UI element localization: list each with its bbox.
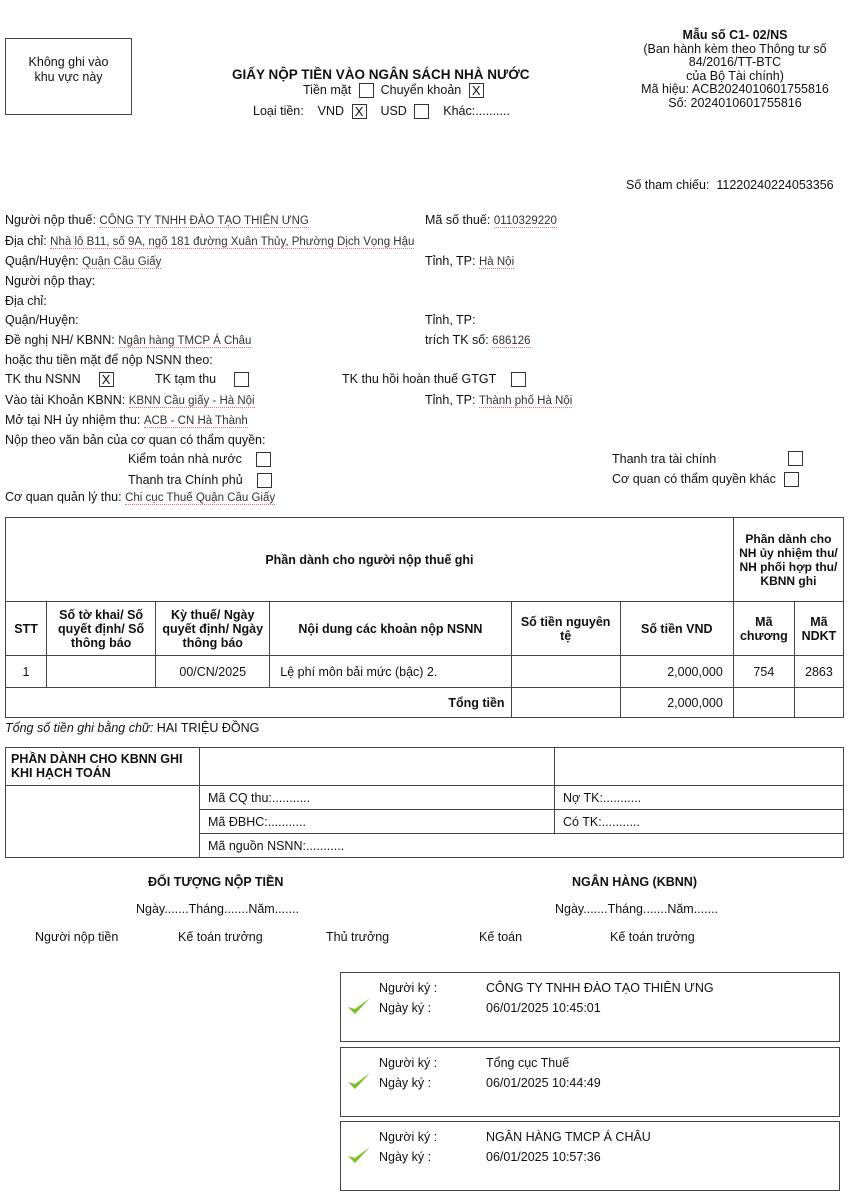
row-tax-period: 00/CN/2025 (156, 656, 270, 688)
amount-in-words: Tổng số tiền ghi bằng chữ: HAI TRIỆU ĐỒNG (5, 721, 260, 735)
vnd-label: VND (317, 104, 345, 118)
check-icon (347, 1144, 371, 1166)
row-ndkt-code: 2863 (794, 656, 843, 688)
signer-name: NGÂN HÀNG TMCP Á CHÂU (486, 1130, 651, 1144)
section-payer-header: Phần dành cho người nộp thuế ghi (6, 518, 734, 602)
section-bank-header: Phần dành cho NH ủy nhiệm thu/ NH phối hợp thu/ KBNN ghi (733, 518, 843, 602)
form-serial-value: 2024010601755816 (690, 95, 802, 110)
signer-label: Người ký : (379, 981, 438, 995)
tk-tam-thu-checkbox[interactable] (234, 372, 249, 387)
column-header-row (6, 602, 844, 656)
ma-cq-thu: Mã CQ thu:........... (200, 786, 555, 810)
reserved-area-box (5, 38, 132, 115)
col-tax-period: Kỳ thuế/ Ngày quyết định/ Ngày thông báo (156, 602, 270, 656)
authority-label: Nộp theo văn bản của cơ quan có thẩm quyền: (5, 433, 266, 447)
digital-signature-box[interactable] (340, 1121, 840, 1191)
kbnn-province-row: Tỉnh, TP: Thành phố Hà Nội (425, 393, 573, 407)
other-currency-label: Khác:.......... (443, 104, 510, 118)
row-foreign-amount (511, 656, 620, 688)
col-content: Nội dung các khoản nộp NSNN (270, 602, 511, 656)
row-content: Lệ phí môn bải mức (bậc) 2. (270, 656, 511, 688)
reserved-area-text: Không ghi vào khu vực này (28, 55, 109, 84)
cash-checkbox[interactable] (359, 83, 374, 98)
form-number: Mẫu số C1- 02/NS (682, 28, 788, 42)
account-row: trích TK số: 686126 (425, 333, 531, 347)
tk-tam-thu: TK tạm thu (155, 372, 249, 387)
inspect-gov-row: Thanh tra Chính phủ (128, 473, 272, 488)
check-icon (347, 1070, 371, 1092)
other-auth-checkbox[interactable] (784, 472, 799, 487)
role-head: Thủ trưởng (326, 930, 390, 944)
sign-date: 06/01/2025 10:57:36 (486, 1150, 601, 1164)
document-title: GIẤY NỘP TIỀN VÀO NGÂN SÁCH NHÀ NƯỚC (232, 67, 530, 82)
ma-nguon-nsnn: Mã nguồn NSNN:........... (200, 834, 844, 858)
signer-name: Tổng cục Thuế (486, 1056, 570, 1070)
payer-district-value: Quận Cầu Giấy (82, 256, 162, 268)
col-foreign-amount: Số tiền nguyên tệ (511, 602, 620, 656)
usd-label: USD (380, 104, 407, 118)
role-bank-chief-accountant: Kế toán trưởng (610, 930, 695, 944)
transfer-checkbox[interactable]: X (469, 83, 484, 98)
tk-thu-hoi: TK thu hồi hoàn thuế GTGT (342, 372, 526, 387)
role-chief-accountant: Kế toán trưởng (178, 930, 263, 944)
open-at-row: Mở tại NH ủy nhiệm thu: ACB - CN Hà Thành (5, 413, 248, 427)
payment-items-table (5, 517, 844, 718)
payer-province-row: Tỉnh, TP: Hà Nội (425, 254, 515, 268)
transfer-label: Chuyển khoản (380, 83, 462, 97)
payer-name-row: Người nộp thuế: CÔNG TY TNHH ĐÀO TẠO THIÊN ƯNG (5, 213, 309, 227)
signer-label: Người ký : (379, 1056, 438, 1070)
kbnn-account-row: Vào tài Khoản KBNN: KBNN Cầu giấy - Hà Nội (5, 393, 255, 407)
tax-code-value: 0110329220 (493, 215, 557, 227)
sign-date-label: Ngày ký : (379, 1076, 432, 1090)
payer-name-value: CÔNG TY TNHH ĐÀO TẠO THIÊN ƯNG (99, 215, 309, 227)
reference-number: Số tham chiếu: 11220240224053356 (626, 178, 834, 192)
open-at-value: ACB - CN Hà Thành (143, 415, 248, 427)
role-accountant: Kế toán (479, 930, 523, 944)
check-icon (347, 995, 371, 1017)
payment-method-row (303, 83, 484, 98)
total-row (6, 688, 844, 718)
form-serial: Số: 2024010601755816 (668, 95, 802, 110)
kbnn-section-title: PHẦN DÀNH CHO KBNN GHI KHI HẠCH TOÁN (6, 748, 200, 786)
form-info-block (630, 29, 840, 110)
col-chapter-code: Mã chương (733, 602, 794, 656)
ma-dbhc: Mã ĐBHC:........... (200, 810, 555, 834)
form-code-value: ACB2024010601755816 (691, 82, 829, 96)
bank-request-value: Ngân hàng TMCP Á Châu (118, 335, 252, 347)
row-vnd-amount: 2,000,000 (620, 656, 733, 688)
inspect-fin-checkbox[interactable] (788, 451, 803, 466)
proxy-name-label: Người nộp thay: (5, 274, 96, 288)
total-vnd: 2,000,000 (620, 688, 733, 718)
reference-value: 11220240224053356 (716, 178, 834, 192)
proxy-province-label: Tỉnh, TP: (425, 313, 476, 327)
payer-address-row: Địa chỉ: Nhà lô B11, số 9A, ngõ 181 đường Xuân Thủy, Phường Dịch Vọng Hậu (5, 234, 415, 248)
sign-date-label: Ngày ký : (379, 1001, 432, 1015)
co-tk: Có TK:........... (555, 810, 844, 834)
agency-value: Chi cục Thuế Quận Cầu Giấy (125, 492, 276, 504)
currency-label: Loại tiền: (253, 104, 304, 118)
bank-signature-title: NGÂN HÀNG (KBNN) (572, 875, 697, 889)
kbnn-accounting-table (5, 747, 844, 858)
cash-note: hoặc thu tiền mặt để nộp NSNN theo: (5, 353, 213, 367)
col-stt: STT (6, 602, 47, 656)
proxy-district-label: Quận/Huyện: (5, 313, 79, 327)
payer-date-line: Ngày.......Tháng.......Năm....... (136, 902, 300, 916)
signer-label: Người ký : (379, 1130, 438, 1144)
row-declaration-no (47, 656, 156, 688)
vnd-checkbox[interactable]: X (352, 104, 367, 119)
currency-row (253, 104, 510, 119)
bank-date-line: Ngày.......Tháng.......Năm....... (555, 902, 719, 916)
form-code: Mã hiệu: ACB2024010601755816 (641, 82, 829, 96)
agency-row: Cơ quan quản lý thu: Chi cục Thuế Quận Cầu Giấy (5, 490, 276, 504)
audit-checkbox[interactable] (256, 452, 271, 467)
row-chapter-code: 754 (733, 656, 794, 688)
audit-row: Kiểm toán nhà nước (128, 452, 271, 467)
row-stt: 1 (6, 656, 47, 688)
sign-date: 06/01/2025 10:45:01 (486, 1001, 601, 1015)
total-label: Tổng tiền (6, 688, 512, 718)
sign-date-label: Ngày ký : (379, 1150, 432, 1164)
issued-line-2: 84/2016/TT-BTC (688, 55, 782, 69)
table-row (6, 656, 844, 688)
inspect-fin-row: Thanh tra tài chính (612, 452, 717, 466)
digital-signature-box[interactable] (340, 1047, 840, 1117)
issued-line-3: của Bộ Tài chính) (686, 68, 784, 83)
inspect-gov-checkbox[interactable] (257, 473, 272, 488)
role-payer: Người nộp tiền (35, 930, 119, 944)
payer-address-value: Nhà lô B11, số 9A, ngõ 181 đường Xuân Thủy, Phường Dịch Vọng Hậu (50, 236, 415, 248)
col-ndkt-code: Mã NDKT (794, 602, 843, 656)
digital-signature-box[interactable] (340, 972, 840, 1042)
no-tk: Nợ TK:........... (555, 786, 844, 810)
usd-checkbox[interactable] (414, 104, 429, 119)
signer-name: CÔNG TY TNHH ĐÀO TẠO THIÊN ƯNG (486, 981, 714, 995)
sign-date: 06/01/2025 10:44:49 (486, 1076, 601, 1090)
tax-code-row: Mã số thuế: 0110329220 (425, 213, 557, 227)
issued-line-1: (Ban hành kèm theo Thông tư số (643, 41, 827, 56)
payer-district-row: Quận/Huyện: Quận Cầu Giấy (5, 254, 162, 268)
bank-request-row: Đề nghị NH/ KBNN: Ngân hàng TMCP Á Châu (5, 333, 252, 347)
tk-thu-checkbox[interactable]: X (99, 372, 114, 387)
col-declaration-no: Số tờ khai/ Số quyết định/ Số thông báo (47, 602, 156, 656)
kbnn-province-value: Thành phố Hà Nội (478, 395, 573, 407)
tk-thu-hoi-checkbox[interactable] (511, 372, 526, 387)
payer-signature-title: ĐỐI TƯỢNG NỘP TIỀN (148, 875, 284, 889)
tk-thu-nsnn: TK thu NSNN X (5, 372, 114, 387)
amount-in-words-value: HAI TRIỆU ĐỒNG (156, 721, 260, 735)
other-auth-row: Cơ quan có thẩm quyền khác (612, 472, 776, 486)
cash-label: Tiền mặt (303, 83, 352, 97)
col-vnd-amount: Số tiền VND (620, 602, 733, 656)
kbnn-account-value: KBNN Cầu giấy - Hà Nội (128, 395, 255, 407)
account-value: 686126 (492, 335, 531, 347)
proxy-address-label: Địa chỉ: (5, 294, 47, 308)
payer-province-value: Hà Nội (478, 256, 515, 268)
